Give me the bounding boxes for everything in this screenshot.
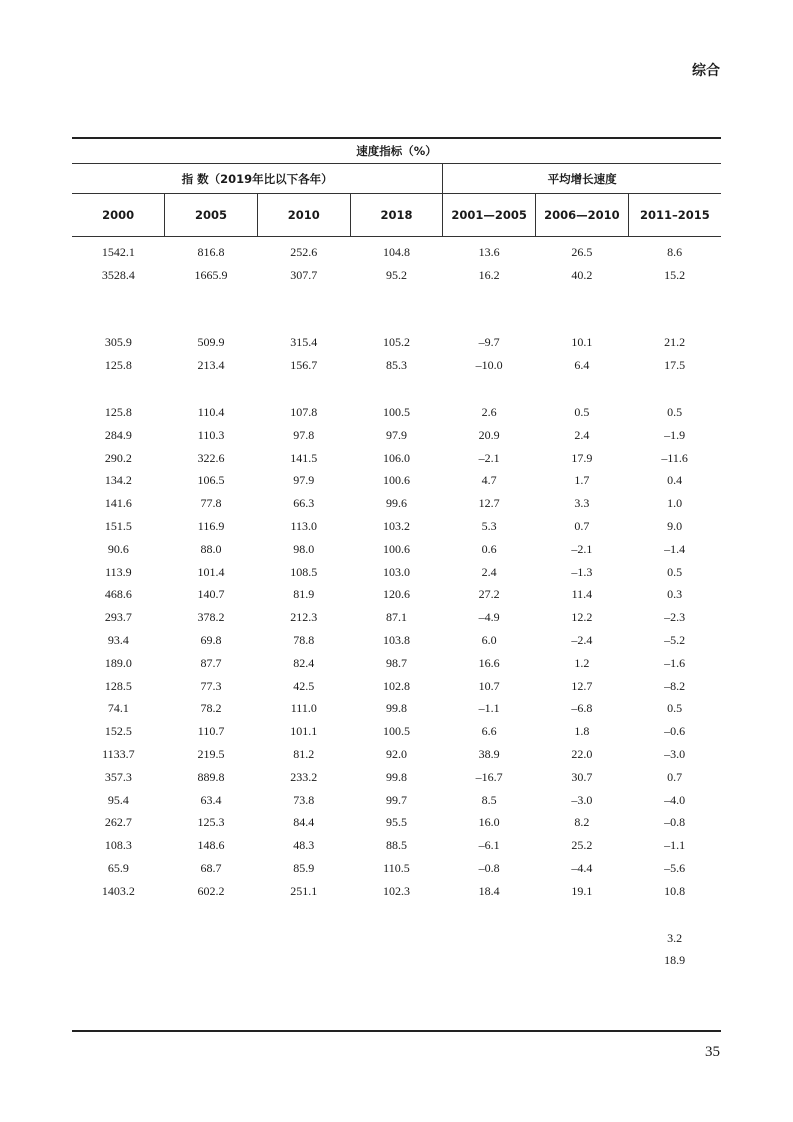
- table-cell: 213.4: [197, 358, 225, 373]
- table-row: [72, 880, 721, 903]
- table-cell: 97.8: [293, 427, 315, 442]
- table-cell: 0.5: [667, 701, 683, 716]
- table-cell: –4.4: [571, 861, 593, 876]
- table-cell: 92.0: [385, 747, 407, 762]
- table-cell: –0.6: [664, 724, 686, 739]
- col-header-2000: 2000: [72, 194, 165, 237]
- table-row: [72, 789, 721, 812]
- table-cell: 74.1: [107, 701, 129, 716]
- table-cell: [536, 950, 629, 973]
- table-cell: 97.9: [293, 473, 315, 488]
- table-cell: 40.2: [571, 267, 593, 282]
- table-cell: 88.0: [200, 541, 222, 556]
- table-cell: –0.8: [664, 815, 686, 830]
- table-cell: 9.0: [667, 519, 683, 534]
- table-cell: 1665.9: [194, 267, 228, 282]
- table-cell: 85.9: [293, 861, 315, 876]
- table-cell: 104.8: [382, 244, 410, 259]
- table-cell: 889.8: [197, 769, 225, 784]
- table-cell: [536, 287, 629, 332]
- table-row: [72, 515, 721, 538]
- table-row: [72, 561, 721, 584]
- table-row: [72, 538, 721, 561]
- table-cell: 30.7: [571, 769, 593, 784]
- table-cell: 87.7: [200, 655, 222, 670]
- table-cell: [165, 903, 258, 927]
- table-row: [72, 470, 721, 493]
- table-cell: [443, 287, 536, 332]
- table-row: [72, 287, 721, 332]
- table-cell: 13.6: [478, 244, 500, 259]
- table-row: [72, 264, 721, 287]
- table-cell: 69.8: [200, 633, 222, 648]
- table-cell: 12.7: [571, 678, 593, 693]
- table-cell: 110.7: [197, 724, 225, 739]
- table-cell: –6.1: [478, 838, 500, 853]
- table-cell: 134.2: [104, 473, 132, 488]
- table-cell: 99.8: [385, 769, 407, 784]
- table-cell: 38.9: [478, 747, 500, 762]
- table-cell: 378.2: [197, 610, 225, 625]
- table-cell: 293.7: [104, 610, 132, 625]
- table-cell: 315.4: [290, 335, 318, 350]
- table-cell: 233.2: [290, 769, 318, 784]
- table-cell: 219.5: [197, 747, 225, 762]
- table-cell: 0.6: [481, 541, 497, 556]
- table-cell: 42.5: [293, 678, 315, 693]
- table-row: [72, 492, 721, 515]
- table-cell: 77.8: [200, 496, 222, 511]
- table-cell: 84.4: [293, 815, 315, 830]
- col-header-2010: 2010: [257, 194, 350, 237]
- bottom-rule: [72, 1030, 721, 1032]
- table-cell: 20.9: [478, 427, 500, 442]
- table-cell: 81.2: [293, 747, 315, 762]
- table-cell: [628, 287, 721, 332]
- table-cell: 48.3: [293, 838, 315, 853]
- table-cell: [72, 950, 165, 973]
- table-cell: 602.2: [197, 883, 225, 898]
- table-cell: –9.7: [478, 335, 500, 350]
- table-cell: –6.8: [571, 701, 593, 716]
- table-cell: –4.0: [664, 792, 686, 807]
- table-cell: –16.7: [475, 769, 503, 784]
- table-cell: 16.0: [478, 815, 500, 830]
- table-cell: 16.2: [478, 267, 500, 282]
- table-cell: 95.2: [385, 267, 407, 282]
- table-cell: –2.1: [478, 450, 500, 465]
- table-cell: 140.7: [197, 587, 225, 602]
- table-cell: 15.2: [664, 267, 686, 282]
- table-cell: 95.5: [385, 815, 407, 830]
- table-cell: 0.7: [574, 519, 590, 534]
- table-cell: 87.1: [385, 610, 407, 625]
- table-cell: 102.3: [382, 883, 410, 898]
- table-cell: 113.0: [290, 519, 318, 534]
- table-cell: 110.4: [197, 405, 225, 420]
- table-cell: 106.5: [197, 473, 225, 488]
- table-cell: 21.2: [664, 335, 686, 350]
- table-cell: 816.8: [197, 244, 225, 259]
- table-cell: –0.8: [478, 861, 500, 876]
- table-cell: 125.8: [104, 405, 132, 420]
- table-cell: 81.9: [293, 587, 315, 602]
- table-cell: 103.8: [382, 633, 410, 648]
- table-cell: 65.9: [107, 861, 129, 876]
- table-cell: 95.4: [107, 792, 129, 807]
- table-cell: 107.8: [290, 405, 318, 420]
- table-cell: 108.3: [104, 838, 132, 853]
- table-cell: –3.0: [571, 792, 593, 807]
- table-cell: 103.0: [382, 564, 410, 579]
- table-row: [72, 927, 721, 950]
- table-cell: [443, 377, 536, 401]
- table-cell: 322.6: [197, 450, 225, 465]
- table-cell: 18.9: [664, 953, 686, 968]
- table-cell: –4.9: [478, 610, 500, 625]
- table-cell: 17.5: [664, 358, 686, 373]
- table-cell: 99.6: [385, 496, 407, 511]
- table-cell: 1542.1: [101, 244, 135, 259]
- table-row: [72, 698, 721, 721]
- table-cell: 1.8: [574, 724, 590, 739]
- table-cell: [165, 950, 258, 973]
- table-cell: 3.2: [667, 930, 683, 945]
- table-cell: 307.7: [290, 267, 318, 282]
- table-row: [72, 447, 721, 470]
- table-cell: 5.3: [481, 519, 497, 534]
- table-cell: 3528.4: [101, 267, 135, 282]
- table-cell: 148.6: [197, 838, 225, 853]
- table-cell: 128.5: [104, 678, 132, 693]
- table-cell: 99.7: [385, 792, 407, 807]
- table-cell: 27.2: [478, 587, 500, 602]
- table-cell: 6.4: [574, 358, 590, 373]
- table-cell: [350, 950, 443, 973]
- table-cell: [350, 903, 443, 927]
- table-cell: 2.6: [481, 405, 497, 420]
- table-row: [72, 903, 721, 927]
- table-cell: 2.4: [481, 564, 497, 579]
- table-cell: 151.5: [104, 519, 132, 534]
- table-row: [72, 377, 721, 401]
- table-cell: 8.5: [481, 792, 497, 807]
- table-row: [72, 606, 721, 629]
- table-cell: 73.8: [293, 792, 315, 807]
- table-cell: –1.3: [571, 564, 593, 579]
- table-cell: 90.6: [107, 541, 129, 556]
- table-cell: 108.5: [290, 564, 318, 579]
- table-cell: 6.0: [481, 633, 497, 648]
- table-cell: 251.1: [290, 883, 318, 898]
- table-cell: 6.6: [481, 724, 497, 739]
- table-cell: 3.3: [574, 496, 590, 511]
- speed-indicator-table: [72, 139, 721, 972]
- col-header-2001-2005: 2001—2005: [443, 194, 536, 237]
- table-cell: 106.0: [382, 450, 410, 465]
- table-cell: 25.2: [571, 838, 593, 853]
- table-row: [72, 766, 721, 789]
- table-cell: 97.9: [385, 427, 407, 442]
- table-cell: 63.4: [200, 792, 222, 807]
- table-cell: –10.0: [475, 358, 503, 373]
- table-cell: 509.9: [197, 335, 225, 350]
- table-cell: 66.3: [293, 496, 315, 511]
- table-title: 速度指标（%）: [72, 139, 721, 164]
- table-cell: [257, 903, 350, 927]
- table-cell: 10.7: [478, 678, 500, 693]
- table-cell: 152.5: [104, 724, 132, 739]
- table-cell: [257, 950, 350, 973]
- table-row: [72, 584, 721, 607]
- table-cell: [72, 377, 165, 401]
- table-cell: 18.4: [478, 883, 500, 898]
- table-cell: –8.2: [664, 678, 686, 693]
- table-cell: 0.7: [667, 769, 683, 784]
- table-cell: –2.4: [571, 633, 593, 648]
- table-row: [72, 950, 721, 973]
- table-body: [72, 237, 721, 973]
- table-cell: 0.3: [667, 587, 683, 602]
- table-cell: 85.3: [385, 358, 407, 373]
- table-cell: 284.9: [104, 427, 132, 442]
- table-row: [72, 332, 721, 355]
- table-cell: –3.0: [664, 747, 686, 762]
- table-cell: [72, 903, 165, 927]
- table-cell: 125.3: [197, 815, 225, 830]
- table-cell: –2.3: [664, 610, 686, 625]
- table-cell: 77.3: [200, 678, 222, 693]
- table-row: [72, 424, 721, 447]
- table-cell: [350, 377, 443, 401]
- table-cell: 305.9: [104, 335, 132, 350]
- table-cell: [72, 287, 165, 332]
- table-cell: 0.5: [667, 564, 683, 579]
- table-row: [72, 629, 721, 652]
- table-cell: 10.8: [664, 883, 686, 898]
- table-cell: 78.8: [293, 633, 315, 648]
- table-cell: –1.6: [664, 655, 686, 670]
- table-cell: [165, 377, 258, 401]
- table-cell: 101.1: [290, 724, 318, 739]
- col-header-2006-2010: 2006—2010: [536, 194, 629, 237]
- table-cell: 8.2: [574, 815, 590, 830]
- table-cell: 2.4: [574, 427, 590, 442]
- col-header-2005: 2005: [165, 194, 258, 237]
- table-cell: –11.6: [661, 450, 688, 465]
- table-row: [72, 675, 721, 698]
- table-cell: 1.0: [667, 496, 683, 511]
- table-cell: 17.9: [571, 450, 593, 465]
- table-row: [72, 834, 721, 857]
- table-row: [72, 652, 721, 675]
- table-cell: [443, 903, 536, 927]
- table-cell: 189.0: [104, 655, 132, 670]
- table-cell: [257, 377, 350, 401]
- table-cell: 12.7: [478, 496, 500, 511]
- table-cell: [72, 927, 165, 950]
- table-row: [72, 857, 721, 880]
- table-cell: –1.4: [664, 541, 686, 556]
- table-cell: 116.9: [197, 519, 225, 534]
- table-cell: 141.5: [290, 450, 318, 465]
- table-cell: [257, 287, 350, 332]
- table-cell: 100.6: [382, 473, 410, 488]
- table-cell: [443, 927, 536, 950]
- table-cell: 68.7: [200, 861, 222, 876]
- table-cell: 110.3: [197, 427, 225, 442]
- table-cell: –1.1: [478, 701, 500, 716]
- index-group-header: 指 数（2019年比以下各年）: [72, 164, 443, 194]
- table-cell: 120.6: [382, 587, 410, 602]
- table-cell: 262.7: [104, 815, 132, 830]
- table-cell: 26.5: [571, 244, 593, 259]
- table-cell: 1.2: [574, 655, 590, 670]
- table-cell: 82.4: [293, 655, 315, 670]
- table-cell: 290.2: [104, 450, 132, 465]
- col-header-2018: 2018: [350, 194, 443, 237]
- table-cell: 99.8: [385, 701, 407, 716]
- col-header-2011-2015: 2011–2015: [628, 194, 721, 237]
- table-cell: 0.4: [667, 473, 683, 488]
- table-row: [72, 354, 721, 377]
- section-label: 综合: [692, 63, 720, 79]
- table-cell: 212.3: [290, 610, 318, 625]
- table-row: [72, 743, 721, 766]
- table-cell: 100.5: [382, 405, 410, 420]
- table-cell: 156.7: [290, 358, 318, 373]
- table-cell: –2.1: [571, 541, 593, 556]
- table-cell: [628, 377, 721, 401]
- table-cell: 252.6: [290, 244, 318, 259]
- table-cell: [536, 927, 629, 950]
- table-cell: 88.5: [385, 838, 407, 853]
- table-cell: 100.6: [382, 541, 410, 556]
- table-cell: 10.1: [571, 335, 593, 350]
- table-cell: 78.2: [200, 701, 222, 716]
- table-cell: [628, 903, 721, 927]
- table-row: [72, 720, 721, 743]
- table-cell: [257, 927, 350, 950]
- table-cell: 1.7: [574, 473, 590, 488]
- table-cell: 8.6: [667, 244, 683, 259]
- table-cell: [443, 950, 536, 973]
- table-cell: [536, 903, 629, 927]
- table-cell: [536, 377, 629, 401]
- table-cell: 113.9: [105, 564, 132, 579]
- table-cell: 98.7: [385, 655, 407, 670]
- table-row: [72, 401, 721, 424]
- page-number: 35: [705, 1044, 720, 1060]
- table-cell: 0.5: [667, 405, 683, 420]
- table-cell: 101.4: [197, 564, 225, 579]
- table-cell: –1.9: [664, 427, 686, 442]
- table-cell: 357.3: [104, 769, 132, 784]
- table-cell: 12.2: [571, 610, 593, 625]
- table-cell: 125.8: [104, 358, 132, 373]
- table-cell: 98.0: [293, 541, 315, 556]
- table-row: [72, 812, 721, 835]
- table-cell: 22.0: [571, 747, 593, 762]
- table-cell: 100.5: [382, 724, 410, 739]
- table-cell: 468.6: [104, 587, 132, 602]
- table-cell: –5.6: [664, 861, 686, 876]
- table-cell: 102.8: [382, 678, 410, 693]
- table-cell: 4.7: [481, 473, 497, 488]
- table-cell: 111.0: [290, 701, 317, 716]
- table-cell: 141.6: [104, 496, 132, 511]
- table-cell: –1.1: [664, 838, 686, 853]
- table-cell: 1403.2: [101, 883, 135, 898]
- table-cell: [165, 927, 258, 950]
- table-cell: [350, 927, 443, 950]
- table-cell: 0.5: [574, 405, 590, 420]
- table-cell: [165, 287, 258, 332]
- table-cell: 16.6: [478, 655, 500, 670]
- table-cell: [350, 287, 443, 332]
- table-cell: 1133.7: [102, 747, 135, 762]
- table-row: [72, 237, 721, 264]
- table-cell: 19.1: [571, 883, 593, 898]
- table-cell: 110.5: [383, 861, 410, 876]
- table-cell: 93.4: [107, 633, 129, 648]
- table-cell: 103.2: [382, 519, 410, 534]
- table-cell: 11.4: [571, 587, 593, 602]
- avg-growth-group-header: 平均增长速度: [443, 164, 721, 194]
- table-cell: 105.2: [382, 335, 410, 350]
- table-cell: –5.2: [664, 633, 686, 648]
